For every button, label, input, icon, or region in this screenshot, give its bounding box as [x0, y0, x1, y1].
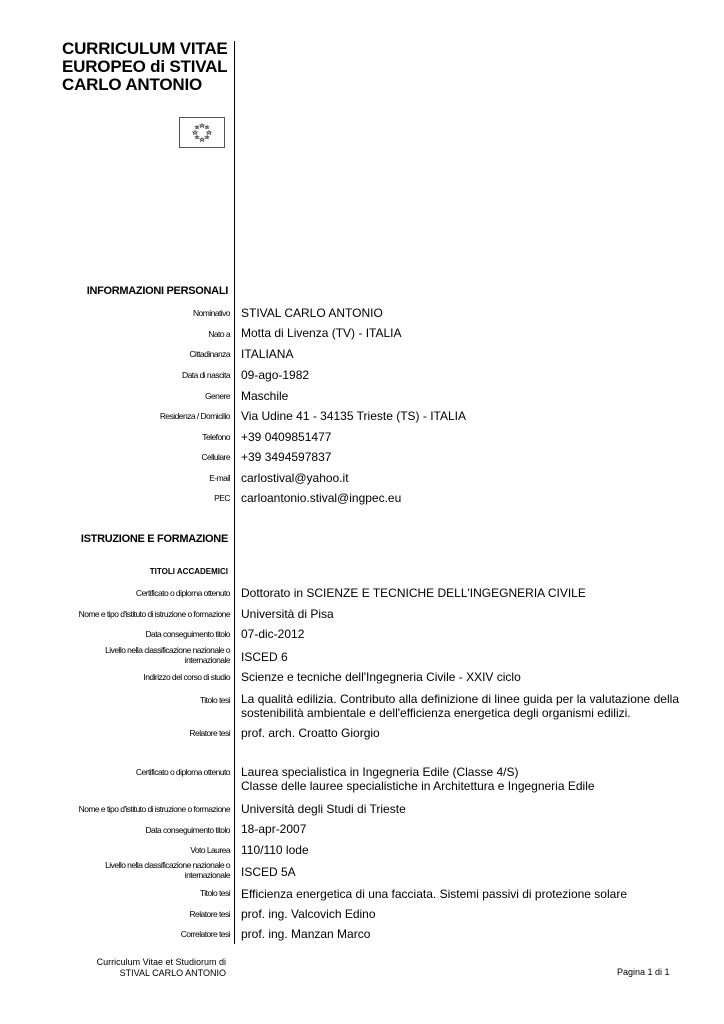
master-value-diploma: Laurea specialistica in Ingegneria Edile (Classe 4/S): [241, 765, 519, 779]
value-cittadinanza: ITALIANA: [241, 347, 294, 361]
phd-value-thesis: La qualità edilizia. Contributo alla definizione di linee guida per la valutazione della sostenibilità ambientale e dell'efficienza energetica degli organismi edilizi.: [241, 692, 679, 720]
phd-value-diploma: Dottorato in SCIENZE E TECNICHE DELL'INGEGNERIA CIVILE: [241, 586, 586, 600]
phd-value-course: Scienze e tecniche dell'Ingegneria Civile - XXIV ciclo: [241, 670, 521, 684]
master-value-grade: 110/110 lode: [241, 843, 309, 857]
master-label-institute: Nome e tipo d'istituto di istruzione o formazione: [78, 804, 230, 814]
label-pec: PEC: [214, 493, 230, 503]
value-nato-a: Motta di Livenza (TV) - ITALIA: [241, 326, 402, 340]
master-label-supervisor: Relatore tesi: [189, 909, 230, 919]
phd-label-thesis: Titolo tesi: [199, 695, 230, 705]
value-residenza: Via Udine 41 - 34135 Trieste (TS) - ITALIA: [241, 409, 466, 423]
label-cellulare: Cellulare: [201, 452, 230, 462]
page-title: CURRICULUM VITAE EUROPEO di STIVAL CARLO ANTONIO: [62, 39, 228, 94]
value-genere: Maschile: [241, 389, 289, 403]
phd-value-supervisor: prof. arch. Croatto Giorgio: [241, 726, 380, 740]
master-value-supervisor: prof. ing. Valcovich Edino: [241, 907, 376, 921]
master-value-diploma-class: Classe delle lauree specialistiche in Architettura e Ingegneria Edile: [241, 779, 595, 793]
section-heading-personal: INFORMAZIONI PERSONALI: [86, 285, 228, 297]
value-nominativo: STIVAL CARLO ANTONIO: [241, 306, 383, 320]
phd-label-date: Data conseguimento titolo: [145, 629, 230, 639]
footer-left: [97, 957, 226, 979]
master-value-institute: Università degli Studi di Trieste: [241, 802, 406, 816]
master-value-level: ISCED 5A: [241, 865, 296, 879]
phd-label-course: Indirizzo del corso di studio: [143, 672, 230, 682]
phd-value-date: 07-dic-2012: [241, 627, 305, 641]
email-link[interactable]: carlostival@yahoo.it: [241, 471, 349, 485]
phd-label-level: Livello nella classificazione nazionale o internazionale: [105, 645, 230, 665]
master-value-date: 18-apr-2007: [241, 822, 307, 836]
value-cellulare: +39 3494597837: [241, 450, 332, 464]
label-nominativo: Nominativo: [192, 308, 230, 318]
phd-value-level: ISCED 6: [241, 650, 288, 664]
master-label-thesis: Titolo tesi: [199, 888, 230, 898]
phd-label-diploma: Certificato o diploma ottenuto: [135, 588, 230, 598]
label-telefono: Telefono: [202, 432, 230, 442]
footer-left-line1: Curriculum Vitae et Studiorum di: [96, 957, 226, 967]
column-divider: [234, 41, 235, 944]
section-heading-education: ISTRUZIONE E FORMAZIONE: [80, 533, 228, 545]
label-residenza: Residenza / Domicilio: [159, 411, 230, 421]
master-value-thesis: Efficienza energetica di una facciata. Sistemi passivi di protezione solare: [241, 887, 627, 901]
master-label-cosupervisor: Correlatore tesi: [180, 929, 230, 939]
subheading-academic-titles: TITOLI ACCADEMICI: [149, 567, 228, 576]
pec-link[interactable]: carloantonio.stival@ingpec.eu: [241, 491, 402, 505]
footer-left-line2: STIVAL CARLO ANTONIO: [119, 968, 226, 978]
value-data-di-nascita: 09-ago-1982: [241, 368, 310, 382]
label-email: E-mail: [209, 473, 230, 483]
phd-label-supervisor: Relatore tesi: [189, 728, 230, 738]
eu-flag-icon: [179, 117, 225, 148]
label-cittadinanza: Cittadinanza: [189, 349, 230, 359]
master-label-diploma: Certificato o diploma ottenuto: [135, 767, 230, 777]
phd-label-institute: Nome e tipo d'istituto di istruzione o formazione: [78, 609, 230, 619]
phd-value-institute: Università di Pisa: [241, 607, 334, 621]
label-genere: Genere: [204, 391, 230, 401]
master-label-date: Data conseguimento titolo: [145, 825, 230, 835]
label-data-di-nascita: Data di nascita: [182, 370, 230, 380]
value-telefono: +39 0409851477: [241, 430, 332, 444]
master-label-level: Livello nella classificazione nazionale o internazionale: [105, 860, 230, 880]
page-number: Pagina 1 di 1: [617, 967, 670, 977]
label-nato-a: Nato a: [208, 329, 230, 339]
master-value-cosupervisor: prof. ing. Manzan Marco: [241, 927, 371, 941]
master-label-grade: Voto Laurea: [190, 845, 230, 855]
